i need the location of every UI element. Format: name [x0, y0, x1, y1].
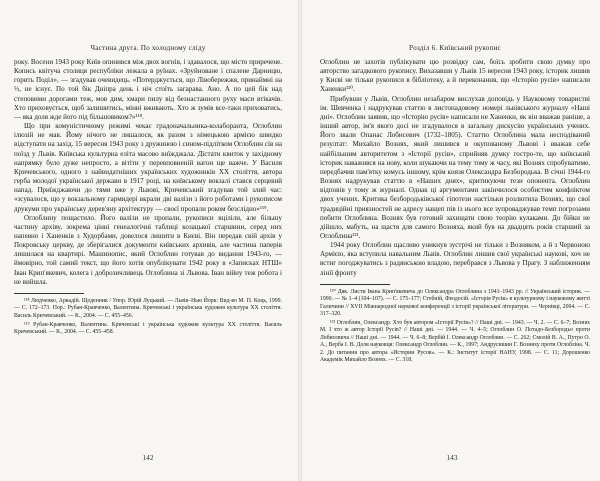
footnote: ¹²⁰ Дяк. Листи Івана Крип'якевича до Олександра Оглоблина з 1941–1943 рр. // Український історик. — 1990. — № 1–4 (104–107). — С. 175–177; Стебній, Феодосій. «Історія Русів» в культурному і науковому житті Галичини // XVII Міжнародної наукової конференції з історії української літератури. — Чернівці, 2004. — С. 317–320.	[320, 288, 590, 317]
right-page	[304, 0, 600, 481]
paragraph: Прибувши у Львів, Оглоблин незабаром вислухав доповідь у Науковому товаристві ім. Шевченка і надрукував статтю в листопадовому номері львівського журналу «Наші дні». Оглоблин заявив, що «Історію русів» написали не Ханенки, як він вважав раніше, а інший автор, ім'я якого досі не згадувалося в загальну дискусію українських учених. Його звали Опанас Лобисевич (1732–1805). Статтю Оглоблина мала несподіваний резултат: Михайло Вознях, який лишився в окупованому Львові і вважав себе найбільшим авторитетом з «Історії русів», сприйняв думку гостро-те, що київський історик наважився на нову, коли шукаючи на тему тому ж часу, які Вознях спробуватиме, передбачив пам'ятку комусь іншому, крім князя Олександра Безбородька. В січні 1944-го Вознях надрукував статтю в «Наших днях», критикуючи тези опонента. Оглоблин відповів у тому ж журналі. Однак ці аргументами закінчилося особистим конфліктом двох учених. Критика безбородьківської гіпотези настільки розлютила Вознях, що свої традиційні приязностей не адресу нащеп пів із нього все зупроваджував темп погрозами побити Оглоблина. Вознях був готовий захищати свою теорію кулаками. До бійки не дійшло, мабуть, на щастя для самого Возняха, який був на двадцять років старший за Оглоблина¹²¹.	[320, 94, 590, 240]
footnotes-left	[14, 298, 282, 337]
left-page-body	[14, 58, 282, 338]
footnote-divider	[14, 293, 84, 294]
footnote-divider	[320, 284, 390, 285]
paragraph: року. Восени 1943 року Київ опинився між двох вогнів, і здавалося, що місто приречене. Копись квітуча столиця республіки лежала в руїнах. «Зруйноване і спалене Дарницю, горить Поділ», — згадував очевидець. «Потерджується, що Лівобережжя, принаймні на ⅓, не існує. По той бік Дніпра день і ніч стоїть загарава. Ано. А по цей бік над степовими дорогами теж, мов дим, хмари пилу від безнастанного руху маси втікачів. Хто приховується, щоб залишитись, мінні вживають. Хто ж зумів все-таки приховатись, — яка доля жде його під більшовиком?»¹¹⁸.	[14, 58, 282, 121]
footnote: ¹¹⁹ Рубан-Кравченко, Валентина. Кричевські і українська художня культура ХХ століття. Василь Кричевський. — К., 2004. — С. 455–458.	[14, 321, 282, 336]
paragraph: 1944 року Оглоблин щасливо уникнув зустрічі не тільки з Возняком, а й з Червоною Армією, яка вступила навальним Львів. Оглоблин лишив свої українські наукові, хоч не встиг погоджуватись з радянською владою, перебрався з Львова у Прагу. З наближенням лінії фронту	[320, 241, 590, 277]
page-number-left: 142	[142, 453, 154, 462]
running-header-right: Розділ 6. Київський рукопис	[409, 44, 501, 52]
paragraph: Оглоблин не захотів публікувати цю розвідку сам, боїсь зробити свою думку про авторство загадкового рукопису. Вихазавши у Львів 15 вересня 1943 року, історик лишив у Києві не тільки рукописи в бібліотеку, а й переконання, що «Історію русів» написали Ханенки¹²⁰.	[320, 58, 590, 94]
paragraph: Що при комуністичному режимі чекає градоначальника-колаборанта, Оглоблин ілюзій не мав. Йому нічого не лишалося, як разом з німецькою армією швидко відступати на захід. 15 вересня 1943 року з дружиною і сином-підлітком Оглоблин сів на поїзд у Львів. Київська культурна еліта масово виїжджала. Дістати квиток у західному напрямку було дуже непросто, а вітіти у перевповненій вагон ще важче. У Василя Кричевського, одного з найвидатніших українських художників ХХ століття, автора герба молодої української держави в 1917 році, на київському вокзалі стався серцевий напад. Приїжджаючи до тями вже у Львові, Кричевський згадував той злий час: «зсувалося, що у вокзальному гармидері вкрали дві валізи з його роботами і рукописом друкуми про українську дерев'яну архітектуру — своєї пропали роком безслідно»¹¹⁹.	[14, 122, 282, 213]
page-number-right: 143	[446, 453, 458, 462]
footnote: ¹²¹ Оглоблин, Олександр. Хто був автором «Історії Русів»? // Наші дні. — 1943. — Ч. 2. — С. 6–7; Вознях М. І хто ж автор Історії Русів? // Наші дні. — 1944. — Ч. 4–5; Оглоблин О. Потадо-Безбородьо проти Лобисевича // Наші дні. — 1944. — Ч. 6–8; Вербій І. Олександр Оглоблин. — С. 262; Смолій В. А., Путро О. А., Верба І. В. Доля науковця: Олександр Оглоблин. — К., 1997; Андрусишин Г. Возняху проти Оглобліна. Ч. 2. До питання про автора «Истории Русов». — К.: Інститут історії НАНУ, 1998. — С. 11; Дорошенко Академік Михайло Вознях. — С. 318.	[320, 319, 590, 363]
footnotes-right	[320, 289, 590, 365]
right-page-body	[320, 58, 590, 366]
book-gutter	[298, 0, 302, 481]
left-page	[0, 0, 296, 481]
paragraph: Оглоблину пощастило. Його валізи не пропали, рукописи вціліли, але більшу частину архіву, зокрема цінні генеалогічні таблиці козацької старшини, серед них напевно і Ханенків з Худорбами, довелося лишити в Києві. Він передав свій архів у Покровську церкву, де зберігалися документи київських архивів, але частина паперів лишилася на квартирі. Машинопис, який Оглоблин готував до видання 1943-го, — ймовірно, той самий текст, що його хотів опублікувати 1942 року в «Записках НТШ» Іван Крип'якевич, колега і доброзичливець Оглоблина зі Львова. Іван війну теж робота і не вийшла.	[14, 213, 282, 286]
running-header-left: Частина друга. По холодному сліду	[90, 44, 206, 52]
footnote: ¹¹⁸ Людченко, Аркадій. Щоденник / Упор. Юрій Луцький. — Львів–Нью Йорк: Вид-во М. П. Коць, 1999. — С. 172–173. Пор.: Рубан-Кравченко, Валентина. Кричевські і українська художня культура ХХ століття. Василь Кричевський. — К., 2004. — С. 455–456.	[14, 297, 282, 319]
